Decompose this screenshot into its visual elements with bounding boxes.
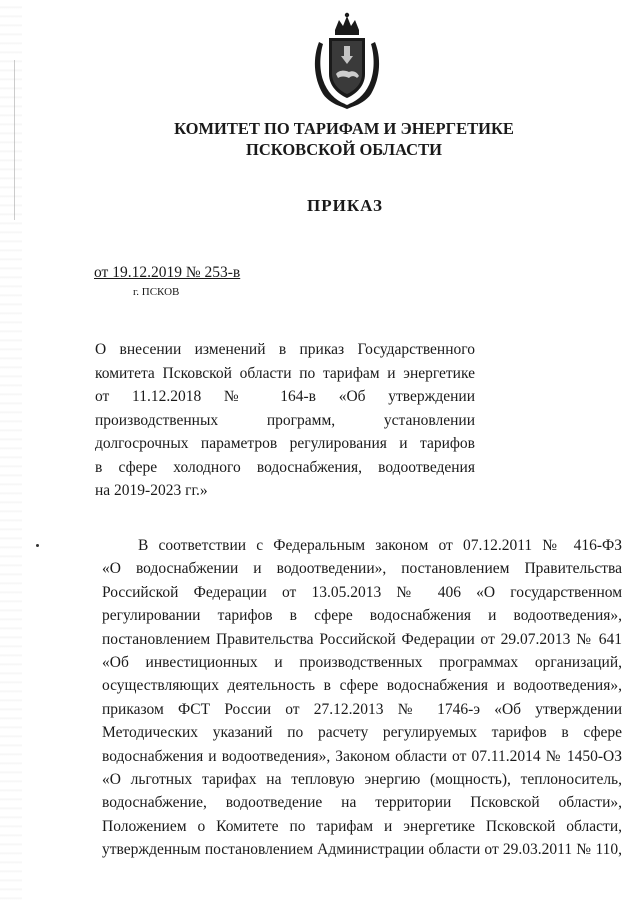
subject-line: на 2019-2023 гг.»	[95, 482, 208, 499]
body-line: водоснабжения и водоотведения», Законом области от 07.11.2014 № 1450-ОЗ	[102, 747, 622, 765]
subject-line: долгосрочных параметров регулирования и тарифов	[95, 435, 475, 452]
subject-line: производственных программ, установлении	[95, 411, 475, 429]
org-name-line1: КОМИТЕТ ПО ТАРИФАМ И ЭНЕРГЕТИКЕ	[174, 119, 514, 138]
body-line: «Об инвестиционных и производственных программах организаций,	[102, 654, 622, 672]
subject-line: О внесении изменений в приказ Государственного	[95, 341, 475, 358]
body-line: водоснабжение, водоотведение на территории Псковской области»,	[102, 794, 622, 812]
document-type-title: ПРИКАЗ	[307, 196, 383, 215]
pskov-coat-of-arms-icon	[309, 12, 385, 110]
body-line: В соответствии с Федеральным законом от 07.12.2011 № 416-ФЗ	[138, 537, 622, 554]
body-line: осуществляющих деятельность в сфере водоснабжения и водоотведения»,	[102, 677, 622, 695]
document-body	[102, 534, 622, 862]
scan-edge-line	[14, 60, 15, 220]
body-line: регулировании тарифов в сфере водоснабжения и водоотведения»,	[102, 607, 622, 625]
document-city: г. ПСКОВ	[133, 286, 180, 298]
organization-name	[150, 118, 538, 160]
body-line: Положением о Комитете по тарифам и энергетике Псковской области,	[102, 817, 622, 835]
scan-edge-noise	[0, 0, 22, 905]
body-line: «О водоснабжении и водоотведении», постановлением Правительства	[102, 560, 622, 578]
document-date-number: от 19.12.2019 № 253-в	[94, 264, 241, 281]
subject-line: от 11.12.2018 № 164-в «Об утверждении	[95, 388, 475, 405]
document-subject	[95, 338, 475, 503]
scan-speck	[36, 544, 39, 547]
body-line: постановлением Правительства Российской Федерации от 29.07.2013 № 641	[102, 630, 622, 648]
body-line: утвержденным постановлением Администрации области от 29.03.2011 № 110,	[102, 841, 622, 859]
body-line: приказом ФСТ России от 27.12.2013 № 1746-э «Об утверждении	[102, 700, 622, 718]
body-line: «О льготных тарифах на тепловую энергию (мощность), теплоноситель,	[102, 771, 622, 789]
body-line: Российской Федерации от 13.05.2013 № 406 «О государственном	[102, 583, 622, 601]
org-name-line2: ПСКОВСКОЙ ОБЛАСТИ	[246, 140, 442, 159]
subject-line: комитета Псковской области по тарифам и энергетике	[95, 364, 475, 382]
body-line: Методических указаний по расчету регулируемых тарифов в сфере	[102, 724, 622, 742]
subject-line: в сфере холодного водоснабжения, водоотведения	[95, 458, 475, 476]
